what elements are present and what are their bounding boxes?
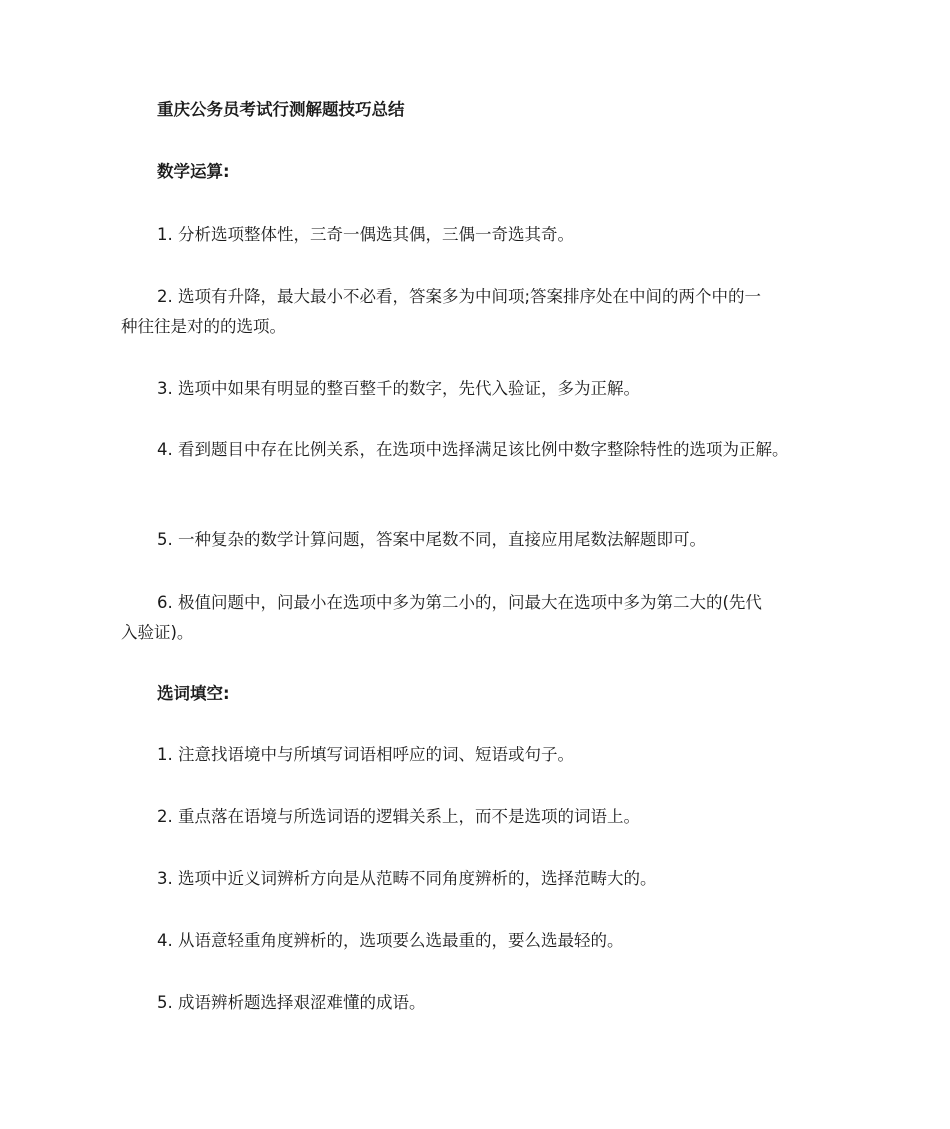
math-item-4: 4. 看到题目中存在比例关系，在选项中选择满足该比例中数字整除特性的选项为正解。 <box>157 440 789 459</box>
math-item-1: 1. 分析选项整体性，三奇一偶选其偶，三偶一奇选其奇。 <box>157 225 574 244</box>
math-item-6: 6. 极值问题中，问最小在选项中多为第二小的，问最大在选项中多为第二大的(先代 <box>157 593 762 612</box>
math-item-3: 3. 选项中如果有明显的整百整千的数字，先代入验证，多为正解。 <box>157 379 640 398</box>
word-item-2: 2. 重点落在语境与所选词语的逻辑关系上，而不是选项的词语上。 <box>157 807 640 826</box>
math-item-6-continued: 入验证)。 <box>121 623 194 642</box>
document-title: 重庆公务员考试行测解题技巧总结 <box>157 100 405 119</box>
math-item-5: 5. 一种复杂的数学计算问题，答案中尾数不同，直接应用尾数法解题即可。 <box>157 530 706 549</box>
math-item-2: 2. 选项有升降，最大最小不必看，答案多为中间项;答案排序处在中间的两个中的一 <box>157 287 762 306</box>
math-item-2-continued: 种往往是对的的选项。 <box>121 317 286 336</box>
word-item-1: 1. 注意找语境中与所填写词语相呼应的词、短语或句子。 <box>157 745 574 764</box>
section-heading-math: 数学运算: <box>157 162 230 181</box>
word-item-3: 3. 选项中近义词辨析方向是从范畴不同角度辨析的，选择范畴大的。 <box>157 869 657 888</box>
word-item-5: 5. 成语辨析题选择艰涩难懂的成语。 <box>157 993 426 1012</box>
word-item-4: 4. 从语意轻重角度辨析的，选项要么选最重的，要么选最轻的。 <box>157 931 624 950</box>
section-heading-word-fill: 选词填空: <box>157 684 230 703</box>
